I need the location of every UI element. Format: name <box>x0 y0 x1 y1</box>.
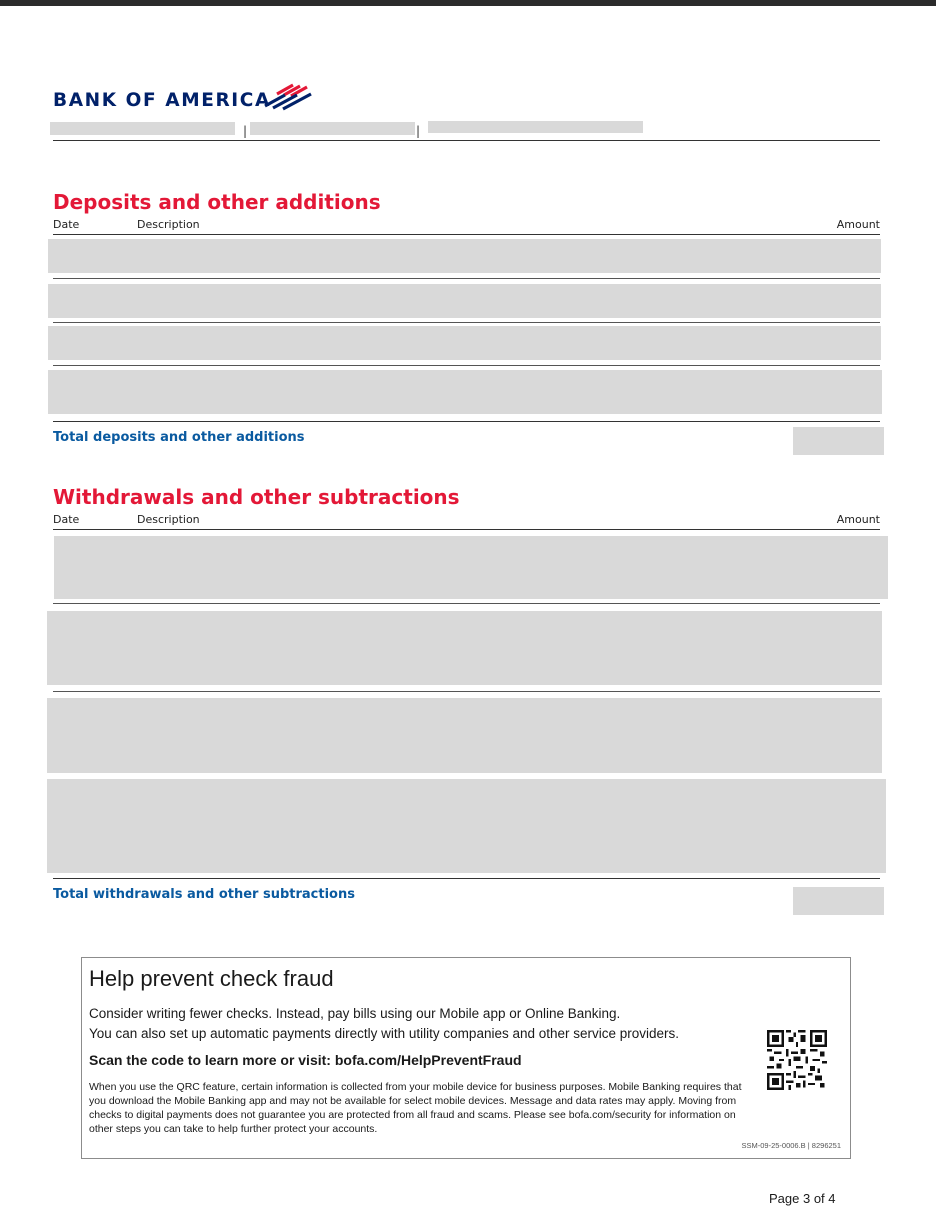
redacted-withdrawal-row <box>54 536 888 599</box>
qr-code-icon <box>767 1030 827 1090</box>
deposits-header-rule <box>53 234 880 235</box>
fraud-notice-code: SSM-09-25-0006.B | 8296251 <box>741 1141 841 1150</box>
page-number: Page 3 of 4 <box>769 1191 836 1206</box>
header-separator: | <box>416 124 421 138</box>
redacted-deposit-row <box>48 239 881 273</box>
redacted-deposits-total <box>793 427 884 455</box>
redacted-withdrawal-row <box>47 779 886 873</box>
redacted-deposit-row <box>48 370 882 414</box>
header-rule <box>53 140 880 141</box>
redacted-deposit-row <box>48 326 881 360</box>
fraud-notice-line-1: Consider writing fewer checks. Instead, pay bills using our Mobile app or Online Banking. <box>89 1006 621 1021</box>
withdrawals-section-title: Withdrawals and other subtractions <box>53 485 460 509</box>
row-divider <box>53 365 880 366</box>
deposits-section-title: Deposits and other additions <box>53 190 381 214</box>
row-divider <box>53 691 880 692</box>
withdrawals-col-description: Description <box>137 513 200 526</box>
header-separator: | <box>243 124 248 138</box>
deposits-total-rule <box>53 421 880 422</box>
brand-logo-text: BANK OF AMERICA <box>53 90 271 111</box>
row-divider <box>53 278 880 279</box>
redacted-statement-period <box>428 121 643 133</box>
redacted-withdrawal-row <box>47 698 882 773</box>
fraud-notice-line-2: You can also set up automatic payments directly with utility companies and other service providers. <box>89 1026 680 1041</box>
redacted-account-name <box>50 122 235 135</box>
withdrawals-total-label: Total withdrawals and other subtractions <box>53 887 355 902</box>
redacted-deposit-row <box>48 284 881 318</box>
row-divider <box>53 322 880 323</box>
deposits-total-label: Total deposits and other additions <box>53 430 305 445</box>
row-divider <box>53 603 880 604</box>
withdrawals-col-amount: Amount <box>836 513 880 526</box>
fraud-notice-cta: Scan the code to learn more or visit: bofa.com/HelpPreventFraud <box>89 1052 522 1068</box>
withdrawals-total-rule <box>53 878 880 879</box>
redacted-account-number <box>250 122 415 135</box>
withdrawals-header-rule <box>53 529 880 530</box>
fraud-notice-disclaimer: When you use the QRC feature, certain information is collected from your mobile device for business purposes. Mobile Banking requires that you download the Mobile Banking app and may not be available for select mobile devices. Message and data rates may apply. Moving from checks to digital payments does not guarantee you are protected from all fraud and scams. Please see bofa.com/security for information on other steps you can take to help further protect your accounts. <box>89 1081 742 1135</box>
bank-flag-logo-icon <box>263 82 315 112</box>
top-border <box>0 0 936 6</box>
fraud-notice-title: Help prevent check fraud <box>89 966 334 991</box>
redacted-withdrawals-total <box>793 887 884 915</box>
check-fraud-notice <box>81 957 851 1159</box>
deposits-col-amount: Amount <box>836 218 880 231</box>
redacted-withdrawal-row <box>47 611 882 685</box>
withdrawals-col-date: Date <box>53 513 80 526</box>
deposits-col-date: Date <box>53 218 80 231</box>
deposits-col-description: Description <box>137 218 200 231</box>
